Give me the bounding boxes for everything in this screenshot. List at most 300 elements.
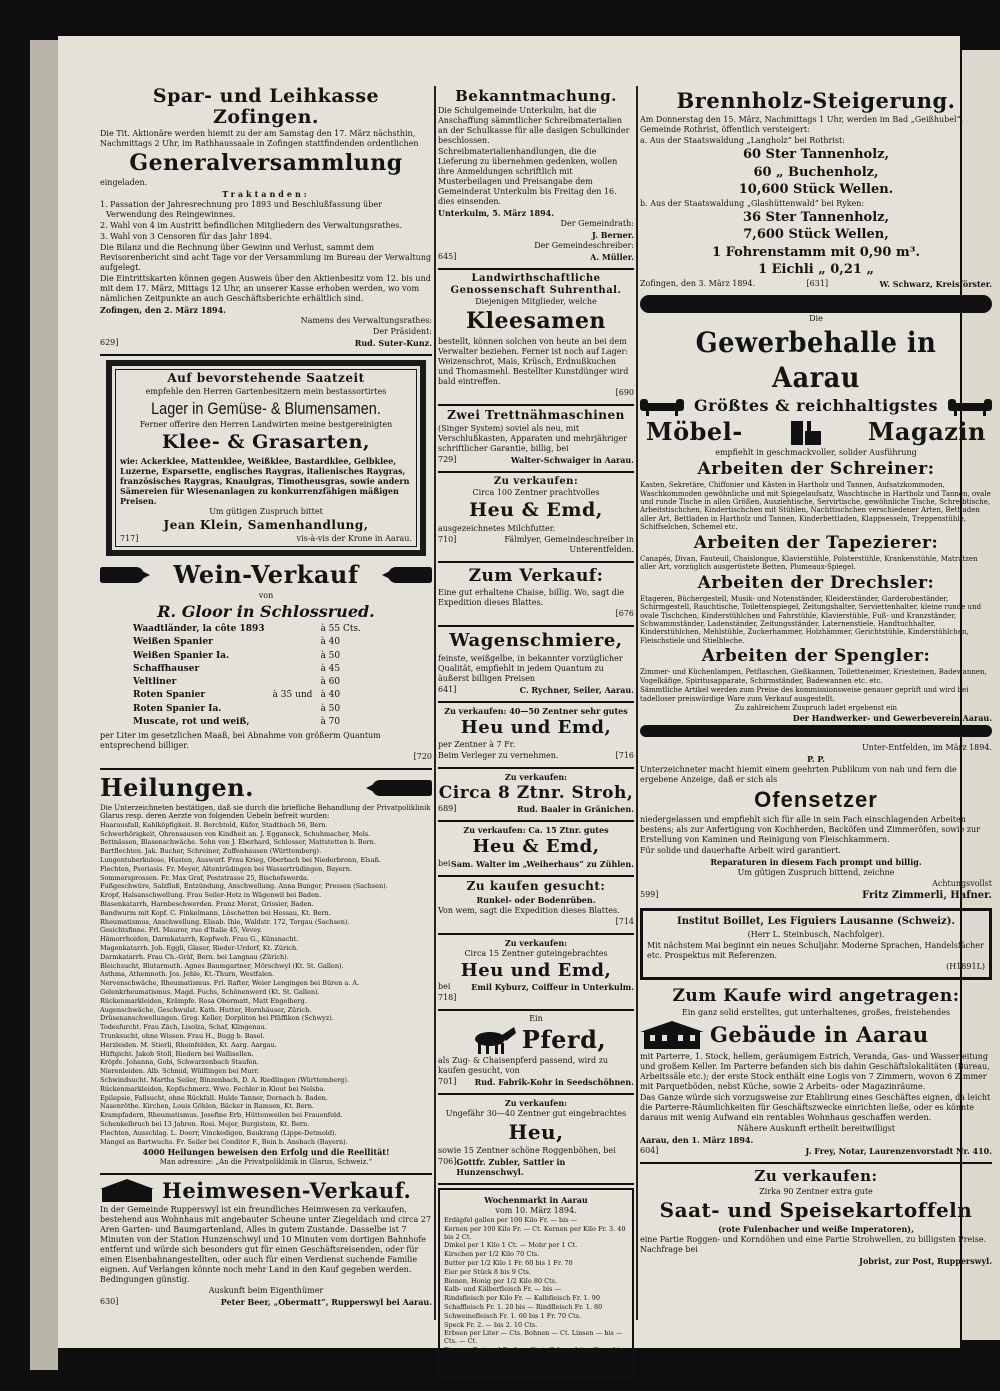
healing-entry: Bartflechten. Jak. Bucher, Schreiner, Zuffenhausen (Württemberg). (100, 847, 322, 856)
ad-text: Die Schulgemeinde Unterkulm, hat die Anschaffung sämmtlicher Schreibmaterialien an der Schulkasse für alle dasigen Schulkinder beschlossen. (438, 106, 630, 146)
ad-headline: Kleesamen (466, 308, 606, 335)
ad-wagenschmiere (438, 630, 634, 695)
wine-price: à 45 (320, 663, 341, 674)
section-title: Arbeiten der Drechsler: (697, 572, 935, 593)
wine-price-alt (270, 664, 316, 675)
separator (438, 767, 634, 769)
ad-title: Zu verkaufen: Ca. 15 Ztnr. gutes (463, 825, 609, 836)
wine-name: Weißen Spanier (133, 637, 213, 648)
wine-name: Muscate, rot und weiß, (133, 716, 250, 727)
market-line: Erbsen per Liter — Cts. Bohnen — Ct. Linsen — bis — Cts. — Ct. (444, 1329, 623, 1346)
sofa-icon (640, 395, 684, 417)
ad-gebaeude (640, 986, 992, 1156)
ad-place-date: Zofingen, den 3. März 1894. (640, 279, 756, 288)
lot-line: 60 Ster Tannenholz, (742, 147, 890, 163)
ad-text: Die Bilanz und die Rechnung über Gewinn und Verlust, sammt dem Revisorenbericht sind acht Tage vor der Versammlung im Bureau der Verwaltung aufgelegt. (100, 243, 432, 273)
agenda-item: 1. Passation der Jahresrechnung pro 1893 und Beschlußfassung über Verwendung des Reingewinnes. (100, 200, 382, 220)
healing-entry: Nierenleiden. Alb. Schmid, Wülflingen bei Murr. (100, 1067, 260, 1076)
ad-stroh (438, 772, 634, 814)
healing-entry: Flechten, Ausschlag. L. Doerr, Vinckedigen, Baukrang (Lippe-Detmold). (100, 1128, 337, 1137)
separator (100, 1173, 432, 1175)
ad-naehmaschinen (438, 409, 634, 465)
ad-text: eingeladen. (100, 178, 148, 188)
wine-price: à 50 (320, 703, 341, 714)
wine-price: à 60 (320, 677, 341, 688)
healing-entry: Bleichsucht, Blutarmuth. Agnes Baumgartner, Mörschwyl (Kt. St. Gallen). (100, 961, 344, 970)
healing-entry: Sommersprossen. Fr. Max Graf, Poststrasse 25, Bischofswerda. (100, 873, 309, 882)
section-title: Arbeiten der Tapezierer: (693, 532, 939, 553)
healing-entry: Darmkatarrh. Frau Ch.-Gräf, Bern. bei Langnau (Zürich). (100, 952, 289, 961)
ad-signer: Jean Klein, Samenhandlung, (163, 518, 369, 533)
ad-heimwesen (100, 1178, 432, 1307)
ad-ref: 604] (640, 1146, 659, 1156)
ad-headline: Möbel- (646, 417, 743, 446)
ad-ref: 599] (640, 889, 659, 899)
ad-text: Circa 100 Zentner prachtvolles (472, 488, 600, 498)
ad-headline: Generalversammlung (129, 149, 403, 176)
ad-ref: 717] (120, 534, 139, 544)
ad-title: Zwei Trettnähmaschinen (447, 407, 625, 422)
ad-text: Circa 15 Zentner guteingebrachtes (464, 948, 608, 958)
pointing-hand-icon (372, 780, 432, 796)
lot-line: 36 Ster Tannenholz, (742, 210, 890, 225)
market-line: Eier per Dutzend Fr. 1. — Kartoffel per Liter Ct. — bis 18 (444, 1346, 623, 1362)
healing-entry: Kröpfe. Johanna, Gobi, Schwarzenbach Staufen. (100, 1058, 259, 1067)
ad-headline: Heu & Emd, (472, 836, 600, 858)
ad-title: Zu verkaufen: (504, 1098, 568, 1109)
ad-text: eine Partie Roggen- und Korndöhen und eine Partie Strohwellen, zu billigsten Preise. Nachfrage bei (640, 1234, 987, 1254)
ad-kartoffeln (640, 1167, 992, 1266)
ad-text: (Herr L. Steinbusch, Nachfolger). (747, 929, 885, 939)
ad-headline: Circa 8 Ztnr. Stroh, (438, 783, 634, 804)
ad-headline: Magazin (867, 417, 986, 446)
ad-bekanntmachung (438, 88, 634, 262)
ad-address: Man adressire: „An die Privatpoliklinik in Glarus, Schweiz.“ (159, 1158, 373, 1167)
separator (438, 1093, 634, 1095)
ad-title: Brennholz-Steigerung. (676, 88, 956, 113)
lot-line: 10,600 Stück Wellen. (738, 181, 894, 197)
healing-entry: Schenkelbruch bei 13 Jahren. Rosi. Mejer, Burgistein, Kt. Bern. (100, 1119, 310, 1128)
column-rule (434, 86, 436, 1320)
wine-price-alt (270, 624, 316, 635)
ad-headline: Heu und Emd, (460, 959, 612, 981)
ad-text: feinste, weißgelbe, in bekannter vorzüglicher Qualität, empfiehlt in jedem Quantum zu äußerst billigen Preisen (438, 653, 623, 683)
ad-signer: J. Frey, Notar, Laurenzenvorstadt Nr. 410. (805, 1146, 992, 1157)
healing-entry: Magenkatarrh. Joh. Eggli, Glaser, Rieder-Urdorf, Kt. Zürich. (100, 944, 299, 953)
separator (640, 1162, 992, 1164)
separator (438, 625, 634, 627)
ad-signer: Jobrist, zur Post, Rupperswyl. (859, 1255, 992, 1266)
ad-title: Wagenschmiere, (449, 630, 623, 652)
market-line: Butter per 1/2 Kilo 1 Fr. 60 bis 1 Fr. 70 (444, 1259, 573, 1268)
market-price-list (444, 1217, 628, 1371)
ad-headline: Ofensetzer (754, 787, 878, 813)
healing-entry: Fußgeschwüre, Salzfluß, Entzündung, Anschwellung. Anna Bunger, Pressen (Sachsen). (100, 882, 388, 891)
ad-text: Beim Verleger zu vernehmen. (438, 751, 559, 761)
ad-text: als Zug- & Chaisenpferd passend, wird zu kaufen gesucht, von (438, 1056, 609, 1076)
ad-text: Nähere Auskunft ertheilt bereitwilligst (737, 1124, 895, 1134)
healing-entry: Nasenröthe. Kirchen, Louis Göhlen, Bäcker in Ramsen, Kt. Bern. (100, 1102, 314, 1111)
ad-text: P. P. (807, 754, 825, 765)
wine-row (130, 704, 364, 715)
ad-ref: [716 (615, 751, 634, 761)
ad-text: Die (809, 314, 823, 323)
market-line: 7 Wohnen zu 10 Cts. (444, 1362, 512, 1371)
ad-text: Mit nächstem Mai beginnt ein neues Schuljahr. Moderne Sprachen, Handelsfächer etc. Prospektus mit Referenzen. (647, 940, 984, 960)
wine-price: à 50 (320, 650, 341, 661)
ad-text: b. Aus der Staatswaldung „Glashüttenwald“ bei Ryken: (640, 199, 865, 208)
ad-ref: [676 (615, 609, 634, 619)
ad-address: vis-à-vis der Krone in Aarau. (296, 534, 412, 544)
ad-ref: 645] (438, 252, 457, 262)
separator (100, 354, 432, 356)
separator (100, 768, 432, 770)
healing-entry: Todesfurcht. Frau Zäch, Lisolza, Schaf, Klingenau. (100, 1023, 267, 1032)
ad-text: Runkel- oder Bodenrüben. (476, 894, 596, 905)
sofa-icon (948, 395, 992, 417)
ad-signer: A. Müller. (590, 252, 634, 263)
ad-headline: Lager in Gemüse- & Blumensamen. (151, 399, 381, 419)
ad-text: Etageren, Büchergestell, Musik- und Notenständer, Kleiderständer, Garderobeständer, Schirmgestell, Rauchtische, Toilettenspiegel, Zeitungshalter, Serviettenhalter, kleine runde und ovale Tischchen, Kinderstühlchen und Fahrstühle, Klavierstühle, Fuß- und Kranzständer, Schwammständer, Ladenständer, Zeitungsständer, Laternenstiele, Handtuchhalter, Kinderstühlchen, Mehlstühle, Zuckerhammer, Holzhämmer, Gerichtstühle, Kinderstühlchen, Fleischstiele und Stielbleche. (640, 594, 982, 645)
ad-text: niedergelassen und empfiehlt sich für alle in sein Fach einschlagenden Arbeiten bestens; als zur Anfertigung von Kochherden, Backöfen und Zimmeröfen, sowie zur Erstellung von Kaminen und Reinigung von Fleischkammern. (640, 814, 981, 844)
ad-text: (Singer System) soviel als neu, mit Verschlußkasten, Apparaten und mehrjähriger schriftlicher Garantie, billig, bei (438, 423, 628, 453)
ad-text: bestellt, können solchen von heute an bei dem Verwalter beziehen. Ferner ist noch auf Lager: Weizenschrot, Mais, Krüsch, Erdnußkuchen und Thomasmehl. Bestellter Kunstdünger wird bald eintreffen. (438, 336, 629, 386)
ad-text: Die Unterzeichneten bestätigen, daß sie durch die briefliche Behandlung der Privatpoliklinik Glarus resp. deren Aerzte von folgenden Uebeln befreit wurden: (100, 804, 431, 821)
ad-text: Schreibmaterialienhandlungen, die die Lieferung zu übernehmen gedenken, wollen ihre Anmeldungen schriftlich mit Musterbeilagen und Preisangabe dem Gemeinderat Unterkulm bis Freitag den 16. dies einsenden. (438, 147, 618, 207)
ad-headline: Heu & Emd, (469, 499, 603, 522)
separator (438, 1009, 634, 1011)
ad-runkelrueben (438, 880, 634, 927)
ad-headline: R. Gloor in Schlossrued. (157, 602, 375, 622)
market-line: Speck Fr. 2. — bis 2. 10 Cts. (444, 1320, 538, 1329)
market-date: vom 10. März 1894. (495, 1206, 577, 1216)
ad-subheadline: Größtes & reichhaltigstes (694, 396, 938, 415)
ad-title: Bekanntmachung. (455, 87, 617, 105)
healing-entry: Lungentuberkulose, Husten, Auswurf. Frau Krieg, Oberbach bei Niederbronn, Elsaß. (100, 856, 381, 865)
ad-signer: C. Rychner, Seiler, Aarau. (519, 684, 634, 695)
healing-entry: Flechten, Psoriasis. Fr. Meyer, Altentrüdingen bei Wassertrüdingen, Bayern. (100, 864, 352, 873)
ad-ref: 630] (100, 1296, 119, 1306)
pointing-hand-icon (100, 567, 144, 583)
ad-signer: Sam. Walter im „Weiherhaus“ zu Zühlen. (451, 858, 634, 869)
agenda-item: 3. Wahl von 3 Censoren für das Jahr 1894. (100, 232, 272, 242)
ad-text: empfiehlt in geschmackvoller, solider Ausführung (715, 448, 917, 457)
wine-price: à 40 (320, 637, 341, 648)
healing-entry: Gesichtsfinne. Frl. Maurer, rue d'Italie 45, Vevey. (100, 926, 262, 935)
wine-price-alt (270, 677, 316, 688)
agenda-item: 2. Wahl von 4 im Austritt befindlichen Mitgliedern des Verwaltungsrathes. (100, 221, 403, 231)
wine-name: Weißen Spanier Ia. (133, 650, 230, 661)
healing-list (100, 822, 432, 1146)
healing-entry: Krampfadern, Rheumatismus. Josefine Erb, Hüttenweilen bei Frauenfeld. (100, 1111, 343, 1120)
section-title: Arbeiten der Spengler: (701, 646, 931, 667)
ad-signer: Fritz Zimmerli, Hafner. (862, 889, 992, 901)
healing-entry: Hämorrhoiden, Darmkatarrh, Kopfweh. Frau G., Künsnacht. (100, 935, 299, 944)
ad-heu-unterkulm (438, 938, 634, 1004)
healing-entry: Schwindsucht. Martha Seiler, Binzenbach, D. A. Riedlingen (Württemberg). (100, 1075, 349, 1084)
separator (438, 820, 634, 822)
ad-spar-leihkasse (100, 86, 432, 348)
ad-ref: 710] (438, 534, 457, 544)
ad-ofensetzer (640, 743, 992, 902)
ad-signer: Gottfr. Zubler, Sattler in Hunzenschwyl. (456, 1157, 566, 1178)
ad-sign-line: Der Gemeindrath: (560, 219, 634, 229)
healing-entry: Epilepsie, Fallsucht, ohne Rückfall. Hulde Tanner, Dornach b. Baden. (100, 1093, 328, 1102)
separator (438, 875, 634, 877)
page-binding-edge (30, 40, 58, 1370)
ad-signer: W. Schwarz, Kreisförster. (879, 279, 992, 289)
ad-sign-line: Der Präsident: (372, 327, 432, 337)
column-right (640, 88, 992, 1378)
ad-signer: Rud. Suter-Kunz. (354, 338, 432, 349)
ad-text: Kasten, Sekretäre, Chiffonier und Kästen in Hartholz und Tannen, Aufsatzkommoden, Waschkommoden gewöhnliche und mit Spiegelaufsatz, Waschtische in Hartholz und Tannen, ovale und runde Tische in allen Größen, Ausziehtische, Servirtische, gewöhnliche Tische, Schreibtische, Arbeitstischchen, Kindertischchen mit Stühlen, Nachttischchen verschiedener Arten, Bettladen aller Art, Bettladen in Hartholz und Tannen, Kinderbettladen, Klappsesseln, Treppenstühle, Schiffselchen, Schemel etc. (640, 481, 991, 532)
ad-ref: [720 (413, 752, 432, 762)
ad-title: Landwirthschaftliche Genossenschaft Suhrenthal. (450, 273, 622, 296)
ad-text: Von wem, sagt die Expedition dieses Blattes. (438, 905, 620, 915)
ad-text: Am Donnerstag den 15. März, Nachmittags 1 Uhr, werden im Bad „Geißhubel“, Gemeinde Rothrist, öffentlich versteigert: (640, 115, 964, 135)
ad-title: Wein-Verkauf (173, 560, 359, 590)
wine-row (130, 717, 364, 728)
ad-text: Eine gut erhaltene Chaise, billig. Wo, sagt die Expedition dieses Blattes. (438, 588, 625, 608)
wine-price: à 40 (320, 690, 341, 701)
wine-price-alt (270, 651, 316, 662)
ad-text: bei (438, 982, 451, 992)
separator (438, 701, 634, 703)
wine-price: à 55 Cts. (320, 624, 361, 635)
ad-text: per Zentner à 7 Fr. (438, 740, 516, 750)
wine-price-alt: à 35 und (272, 690, 313, 701)
ad-text: Zu zahlreichem Zuspruch ladet ergebenst ein (734, 704, 898, 713)
lot-line: 7,600 Stück Wellen, (743, 227, 889, 243)
healing-entry: Rückenmarkleiden, Kopfschmerz. Wwe. Fechler in Klout bei Nelsba. (100, 1084, 326, 1093)
ad-text: Die Eintrittskarten können gegen Ausweis über den Aktienbesitz vom 12. bis und mit dem 17. März, Mittags 12 Uhr, an unserer Kasse erhoben werden, wo vom nämlichen Zeitpunkte an auch Geschäftsberichte erhältlich sind. (100, 274, 431, 304)
ad-headline: Saat- und Speisekartoffeln (659, 1197, 973, 1222)
column-left (100, 86, 432, 1376)
lot-line: 60 „ Buchenholz, (753, 164, 879, 180)
wine-price-alt (270, 717, 316, 728)
ad-text: Das Ganze würde sich vorzugsweise zur Etablirung eines Geschäftes eignen, da leicht die Parterre-Räumlichkeiten für Geschäftszwecke einrichten ließe, oder es könnte daraus mit wenig Aufwand ein rentables Wohnhaus geschaffen werden. (640, 1093, 991, 1123)
market-line: Bienen, Honig per 1/2 Kilo 80 Cts. (444, 1276, 558, 1285)
ornamental-band (640, 295, 992, 313)
ad-text: wie: Ackerklee, Mattenklee, Weißklee, Bastardklee, Gelbklee, Luzerne, Esparsette, englisches Raygras, italienisches Raygras, französisches Raygras, Knaulgras, Timotheusgras, sowie andern Sämereien für Wiesenanlagen zu konkurrenzfähigen mäßigen Preisen. (120, 456, 410, 507)
ad-title: Auf bevorstehende Saatzeit (167, 371, 365, 386)
ad-ref: 701] (438, 1077, 457, 1087)
lot-line: 1 Fohrenstamm mit 0,90 m³. (712, 244, 920, 260)
ad-text: Reparaturen in diesem Fach prompt und billig. (710, 856, 922, 867)
ad-ref: 629] (100, 338, 119, 348)
ad-text: Ein ganz solid erstelltes, gut unterhaltenes, großes, freistehendes (681, 1008, 951, 1018)
newspaper-page (58, 36, 992, 1371)
market-line: Schweinefleisch Fr. 1. 60 bis 1 Fr. 70 Cts. (444, 1311, 582, 1320)
separator (438, 404, 634, 406)
ad-pferd (438, 1014, 634, 1087)
healing-entry: Rückenmarkleiden, Krämpfe. Rosa Obermatt, Matt Engelberg. (100, 996, 307, 1005)
ad-headline: Heu und Emd, (460, 716, 612, 738)
ad-text: per Liter im gesetzlichen Maaß, bei Abnahme von größerm Quantum entsprechend billiger. (100, 731, 381, 751)
ad-heu-hunzenschwyl (438, 1098, 634, 1177)
healing-entry: Mangel an Bartwuchs. Fr. Seiler bei Conditor F., Bein b. Ansbach (Bayern). (100, 1137, 348, 1146)
wine-price-table (128, 622, 366, 730)
lot-line: 1 Eichli „ 0,21 „ (758, 261, 874, 277)
wine-price-alt (270, 704, 316, 715)
healing-entry: Rheumatismus, Anschwellung. Elisab. Ihle, Waldstr. 172, Torgau (Sachsen). (100, 917, 350, 926)
market-line: Kirschen per 1/2 Kilo 70 Cts. (444, 1250, 540, 1259)
ad-signer: Walter-Schwaiger in Aarau. (510, 454, 634, 465)
market-line: Erdäpfel gallen per 100 Kilo Fr. — bis — (444, 1216, 578, 1225)
healing-entry: Drüsenanschwellungen. Greg. Keller, Dorpliton bei Pfäffikon (Schwyz). (100, 1014, 334, 1023)
healing-entry: Trunksucht, ohne Wissen. Frau H., Bugg b. Basel. (100, 1031, 265, 1040)
ad-sign-line: Der Gemeindeschreiber: (534, 241, 634, 251)
market-line: Schaffleisch Fr. 1. 20 bis — Rindfleisch Fr. 1. 80 (444, 1303, 603, 1312)
ad-text: Unterzeichneter macht hiemit einem geehrten Publikum von nah und fern die ergebene Anzeige, daß er sich als (640, 765, 957, 785)
separator (438, 933, 634, 935)
ad-text: Sämmtliche Artikel werden zum Preise des kommissionsweise genauer geprüft und wird bei tadelloser preiswürdige Ware zum Verkauf ausgestellt. (640, 686, 969, 703)
wine-name: Roten Spanier Ia. (133, 703, 222, 714)
ad-headline: Heu, (508, 1120, 564, 1145)
ad-text: In der Gemeinde Rupperswyl ist ein freundliches Heimwesen zu verkaufen, bestehend aus Wohnhaus mit angebauter Scheune unter Ziegeldach und circa 27 Aren Garten- und Baumgartenland, Alles in gutem Zustande. Dasselbe ist 7 Minuten von der Station Hunzenschwyl und 10 Minuten vom dortigen Bahnhofe entfernt und würde sich besonders gut für einen Geschäftsreisenden, oder für einen Eisenbahnangestellten, oder auch für einen Verdienst suchende Familie eignen. Auf Verlangen könnte noch mehr Land in den Kauf gegeben werden. Bedingungen günstig. (100, 1204, 431, 1284)
ad-title: Heimwesen-Verkauf. (162, 1177, 412, 1203)
ad-text: Achtungsvollst (932, 878, 992, 888)
wine-row (130, 677, 364, 688)
wine-row (130, 664, 364, 675)
healing-entry: Bandwurm mit Kopf. C. Finkelmann, Löschetten bei Hessau, Kt. Bern. (100, 908, 331, 917)
ad-text: Canapés, Divan, Fauteuil, Chaislongue, Klavierstühle, Polsterstühle, Krankenstühle, Matratzen aller Art, vorzüglich ausgerüstete Betten, Plumeaux-Spiegel. (640, 554, 978, 572)
ad-place-date: Unterkulm, 5. März 1894. (438, 208, 554, 219)
ad-landwirthschaft (438, 273, 634, 398)
ad-place-date: Aarau, den 1. März 1894. (640, 1135, 754, 1146)
ad-place-date: Unter-Entfelden, im März 1894. (861, 743, 992, 753)
column-rule (636, 86, 638, 1320)
ad-saatzeit (106, 360, 426, 556)
cabinet-icon (785, 417, 825, 447)
ad-text: Zimmer- und Küchenlampen, Petflaschen, Gießkannen, Toiletteneimer, Kriesteinen, Badewannen, Vogelkäfige, Spiritusapparate, Schirmständer, Badewannen etc. etc. (640, 668, 987, 685)
healing-entry: Augenschwäche, Geschwulst. Kath. Hutter, Hornhäuser, Zürich. (100, 1005, 312, 1014)
separator (438, 268, 634, 270)
healing-entry: Bettnässen, Blasenschwäche. Sohn von J. Eberhard, Schlosser, Mattstetten b. Bern. (100, 838, 376, 847)
ad-headline: Gebäude in Aarau (710, 1022, 929, 1048)
ad-text: (rote Fulenbacher und weiße Imperatoren), (718, 1223, 914, 1234)
ad-title: Zu verkaufen: (493, 475, 579, 487)
separator (438, 471, 634, 473)
ad-title: Zu verkaufen: (504, 772, 568, 783)
ad-brennholz (640, 88, 992, 289)
market-line: Kalb- und Kälberfleisch Fr. — bis — (444, 1285, 561, 1294)
healing-entry: Blasenkatarrh, Harnbeschwerden. Franz Morat, Grissier, Baden. (100, 900, 314, 909)
ad-ref: 689] (438, 804, 457, 814)
ad-text: Die Tit. Aktionäre werden hiemit zu der am Samstag den 17. März nächsthin, Nachmittags 2 Uhr, im Rathhaussaale in Zofingen stattfindenden ordentlichen (100, 128, 419, 148)
ad-signer: Der Handwerker- und Gewerbeverein Aarau. (792, 713, 992, 724)
ad-heu-verleger (438, 706, 634, 762)
market-title: Wochenmarkt in Aarau (484, 1195, 588, 1206)
ad-ref: [690 (615, 387, 634, 397)
ad-title: Zu verkaufen: (504, 937, 568, 948)
wine-name: Schaffhauser (133, 663, 200, 674)
ad-heu-weiherhaus (438, 825, 634, 869)
ad-text: Um gütigen Zuspruch bittet (209, 507, 323, 517)
ad-text: empfehle den Herren Gartenbesitzern mein bestassortirtes (145, 387, 387, 397)
healing-entry: Haarausfall, Kahlköpfigkeit. B. Berchtold, Küfer, Stadtbach 56, Bern. (100, 820, 328, 829)
ad-text: bei (438, 858, 451, 868)
wine-name: Roten Spanier (133, 690, 206, 701)
agenda-title: Traktanden: (222, 189, 310, 200)
ad-headline: Pferd, (521, 1025, 607, 1055)
market-line: Rindsfleisch per Kilo Fr. — Kalbfleisch Fr. 1. 90 (444, 1294, 600, 1303)
ad-sign-line: Namens des Verwaltungsrathes: (300, 316, 432, 326)
wine-row (130, 690, 364, 701)
ad-text: Um gütigen Zuspruch bittend, zeichne (737, 867, 895, 877)
ad-text: sowie 15 Zentner schöne Roggenböhen, bei (438, 1146, 616, 1156)
ad-headline: Klee- & Grasarten, (161, 431, 371, 454)
ad-title: Institut Boillet, Les Figuiers Lausanne (Schweiz). (677, 916, 955, 928)
wine-price: à 70 (320, 716, 341, 727)
ad-text: Ungefähr 30—40 Zentner gut eingebrachtes (445, 1109, 627, 1119)
ad-title: Heilungen. (100, 773, 254, 803)
horse-icon (466, 1025, 518, 1055)
ad-text: Zirka 90 Zentner extra gute (759, 1186, 873, 1196)
healing-entry: Kropf, Halsanschwellung. Frau Seiler-Hotz in Wägenwil bei Baden. (100, 891, 322, 900)
ad-title: Zum Kaufe wird angetragen: (672, 985, 960, 1006)
ad-place-date: Zofingen, den 2. März 1894. (100, 305, 226, 316)
ad-title: Spar- und Leihkasse Zofingen. (152, 85, 380, 128)
ad-wein-verkauf (100, 560, 432, 762)
market-line: Eier per Stück 8 bis 9 Cts. (444, 1267, 531, 1276)
ad-headline: Gewerbehalle in Aarau (695, 326, 937, 394)
ad-title: Zu verkaufen: (754, 1167, 878, 1186)
ad-text: Ein (529, 1014, 543, 1024)
market-report (438, 1188, 634, 1378)
ad-text: ausgezeichnetes Milchfutter. (438, 523, 556, 533)
ad-title: Zum Verkauf: (468, 565, 604, 586)
ad-signer: Emil Kyburz, Coiffeur in Unterkulm. (471, 982, 634, 993)
healing-entry: Asthma, Athemnoth. Jos. Jehle, Kt.-Thurn, Westfalen. (100, 970, 275, 979)
healing-entry: Schwerhörigkeit, Ohrensausen von Kindheit an. J. Egganeck, Schuhmacher, Mels. (100, 829, 371, 838)
wine-name: Waadtländer, la côte 1893 (133, 624, 265, 635)
ad-ref: [714 (615, 916, 634, 926)
ad-text: 4000 Heilungen beweisen den Erfolg und die Reellität! (142, 1147, 390, 1158)
ad-ref: 729] (438, 454, 457, 464)
healing-entry: Nervenschwäche, Rheumatismus. Frl. Rafter, Weier Lengingen bei Büren a. A. (100, 979, 360, 988)
ad-text: a. Aus der Staatswaldung „Langholz“ bei Rothrist: (640, 136, 845, 146)
wine-price-alt (270, 637, 316, 648)
section-title: Arbeiten der Schreiner: (697, 459, 935, 479)
healing-entry: Gelenkrheumatismus. Magd. Fuchs, Schönenwerd (Kt. St. Gallen). (100, 988, 320, 996)
ad-gewerbehalle (640, 295, 992, 737)
ad-title: Zu kaufen gesucht: (466, 878, 606, 893)
ad-ref: 641] (438, 684, 457, 694)
wine-name: Veltliner (133, 677, 177, 688)
ad-text: von (258, 591, 274, 601)
wine-row (130, 651, 364, 662)
ad-ref: [631] (806, 279, 829, 288)
ornamental-band (640, 725, 992, 737)
ad-ref: 718] (438, 993, 457, 1003)
market-line: Kernen per 100 Kilo Fr. — Ct. Kernen per Kilo Fr. 3. 40 bis 2 Ct. (444, 1224, 626, 1241)
ad-signer: J. Berner. (592, 230, 634, 241)
ad-signer: Rud. Fabrik-Kohr in Seedschöhnen. (474, 1077, 634, 1088)
separator (438, 1183, 634, 1185)
ad-signer: Fälmlyer, Gemeindeschreiber in Unterentfelden. (504, 534, 634, 554)
healing-entry: Herzleiden. M. Stierli, Rheinfelden, Kt. Aarg. Aargau. (100, 1040, 277, 1049)
ad-institut-boillet (640, 908, 992, 980)
ad-ref: (H1891L) (946, 961, 985, 971)
ad-text: mit Parterre, 1. Stock, hellem, geräumigem Estrich, Veranda, Gas- und Wasserleitung und großem Keller. Im Parterre befanden sich bis dahin Geschäftslokalitäten (Bureau, Arbeitssäle etc.); der erste Stock enthält eine Logis von 7 Zimmern, wovon 6 Zimmer mit Parquetböden, nebst Küche, sowie 2 Arbeits- oder Magazinräume. (640, 1052, 990, 1092)
ad-signer: Rud. Baaler in Gränichen. (517, 804, 634, 815)
building-icon (640, 1019, 704, 1051)
ad-text: Für solide und dauerhafte Arbeit wird garantiert. (640, 845, 841, 855)
house-icon (100, 1178, 156, 1204)
ad-heu-unterentfelden (438, 476, 634, 555)
ad-signer: Peter Beer, „Obermatt“, Rupperswyl bei Aarau. (220, 1296, 432, 1307)
